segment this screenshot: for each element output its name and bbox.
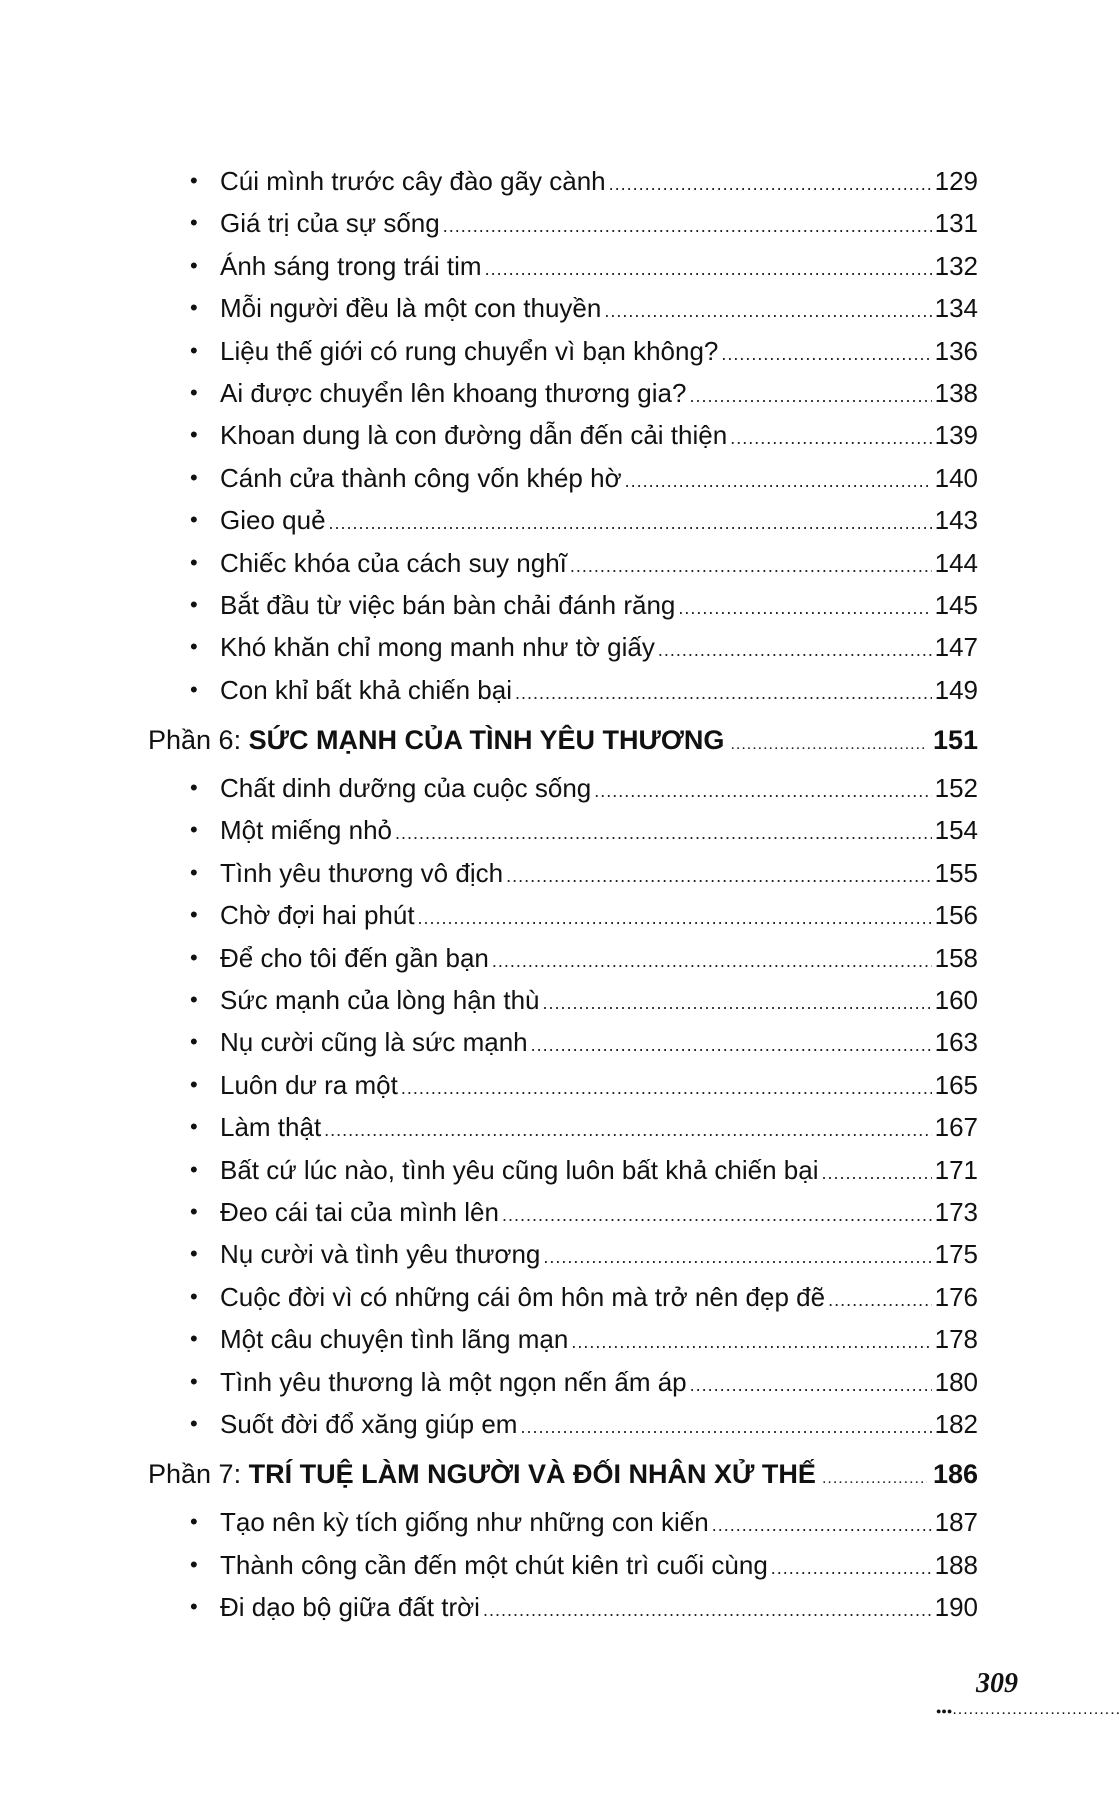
bullet-icon: • <box>190 1114 198 1140</box>
bullet-icon: • <box>190 422 198 448</box>
dot-leader <box>401 1067 932 1109</box>
entry-page-number: 132 <box>934 250 978 281</box>
toc-entry <box>148 457 978 499</box>
entry-page-number: 144 <box>934 547 978 578</box>
toc-entry <box>148 372 978 414</box>
dot-leader <box>443 205 932 247</box>
part-name: TRÍ TUỆ LÀM NGƯỜI VÀ ĐỐI NHÂN XỬ THẾ <box>248 1459 816 1490</box>
bullet-icon: • <box>190 902 198 928</box>
toc-part-heading <box>148 1449 978 1499</box>
page-number: 309 <box>976 1668 1018 1699</box>
entry-page-number: 190 <box>934 1592 978 1623</box>
dot-leader <box>822 1454 927 1504</box>
dot-leader <box>506 855 932 897</box>
toc-entry <box>148 584 978 626</box>
entry-title: Ánh sáng trong trái tim <box>220 250 482 281</box>
entry-title: Chất dinh dưỡng của cuộc sống <box>220 773 592 804</box>
entry-title: Mỗi người đều là một con thuyền <box>220 293 602 324</box>
bullet-icon: • <box>190 634 198 660</box>
entry-title: Cúi mình trước cây đào gãy cành <box>220 166 606 196</box>
part-title <box>148 1449 816 1499</box>
part-label: Phần 6: <box>148 725 242 756</box>
toc-entry <box>148 287 978 329</box>
dot-leader <box>324 1109 931 1151</box>
dot-leader <box>485 248 932 290</box>
dot-leader <box>492 940 932 982</box>
toc-entry <box>148 852 978 894</box>
toc-entry <box>148 1233 978 1275</box>
entry-page-number: 143 <box>934 505 978 536</box>
bullet-icon: • <box>190 210 198 236</box>
bullet-icon: • <box>190 252 198 278</box>
entry-page-number: 182 <box>934 1408 978 1439</box>
toc-entry <box>148 202 978 244</box>
dot-leader <box>543 982 932 1024</box>
entry-page-number: 160 <box>934 985 978 1016</box>
entry-page-number: 136 <box>934 335 978 366</box>
entry-title: Liệu thế giới có rung chuyển vì bạn không? <box>220 335 719 366</box>
entry-title: Làm thật <box>220 1112 322 1143</box>
entry-page-number: 175 <box>934 1239 978 1270</box>
entry-page-number: 151 <box>932 725 978 756</box>
entry-page-number: 149 <box>934 674 978 705</box>
entry-page-number: 129 <box>934 166 978 196</box>
entry-title: Thành công cần đến một chút kiên trì cuối cùng <box>220 1549 768 1580</box>
toc-entry <box>148 1276 978 1318</box>
bullet-icon: • <box>190 859 198 885</box>
dot-leader <box>483 1589 932 1631</box>
bullet-icon: • <box>190 1594 198 1620</box>
toc-entry <box>148 160 978 202</box>
entry-page-number: 145 <box>934 589 978 620</box>
toc-entry <box>148 1149 978 1191</box>
entry-title: Một câu chuyện tình lãng mạn <box>220 1324 569 1355</box>
dot-leader <box>771 1547 932 1589</box>
dot-leader <box>418 897 932 939</box>
toc-entry <box>148 1191 978 1233</box>
entry-title: Cánh cửa thành công vốn khép hờ <box>220 462 622 493</box>
dot-leader <box>689 375 931 417</box>
entry-title: Sức mạnh của lòng hận thù <box>220 985 540 1016</box>
entry-title: Chiếc khóa của cách suy nghĩ <box>220 547 567 578</box>
bullet-icon: • <box>190 168 198 193</box>
entry-title: Suốt đời đổ xăng giúp em <box>220 1408 518 1439</box>
entry-title: Bắt đầu từ việc bán bàn chải đánh răng <box>220 589 676 620</box>
entry-page-number: 134 <box>934 293 978 324</box>
entry-title: Chờ đợi hai phút <box>220 900 415 931</box>
dot-leader <box>395 812 932 854</box>
bullet-icon: • <box>190 944 198 970</box>
toc-entry <box>148 499 978 541</box>
dot-leader <box>570 545 932 587</box>
entry-page-number: 155 <box>934 857 978 888</box>
bullet-icon: • <box>190 591 198 617</box>
entry-page-number: 154 <box>934 815 978 846</box>
toc-entry <box>148 937 978 979</box>
entry-page-number: 165 <box>934 1069 978 1100</box>
entry-title: Tình yêu thương vô địch <box>220 857 504 888</box>
entry-title: Tình yêu thương là một ngọn nến ấm áp <box>220 1366 687 1397</box>
toc-part-heading <box>148 715 978 765</box>
dot-leader <box>658 629 932 671</box>
entry-page-number: 163 <box>934 1027 978 1058</box>
bullet-icon: • <box>190 775 198 801</box>
toc-entry <box>148 979 978 1021</box>
toc-entry <box>148 1021 978 1063</box>
entry-title: Đi dạo bộ giữa đất trời <box>220 1592 480 1623</box>
entry-title: Con khỉ bất khả chiến bại <box>220 674 512 705</box>
entry-page-number: 186 <box>932 1459 978 1490</box>
entry-title: Luôn dư ra một <box>220 1069 398 1100</box>
bullet-icon: • <box>190 507 198 533</box>
bullet-icon: • <box>190 1283 198 1309</box>
table-of-contents <box>148 160 978 1629</box>
toc-entry <box>148 1586 978 1628</box>
entry-page-number: 158 <box>934 942 978 973</box>
dot-leader <box>531 1024 932 1066</box>
bullet-icon: • <box>190 1156 198 1182</box>
entry-title: Nụ cười cũng là sức mạnh <box>220 1027 528 1058</box>
entry-title: Cuộc đời vì có những cái ôm hôn mà trở nên đẹp đẽ <box>220 1281 826 1312</box>
entry-title: Nụ cười và tình yêu thương <box>220 1239 541 1270</box>
toc-entry <box>148 669 978 711</box>
toc-entry <box>148 1106 978 1148</box>
entry-title: Giá trị của sự sống <box>220 208 440 239</box>
toc-entry <box>148 767 978 809</box>
bullet-icon: • <box>190 1071 198 1097</box>
bullet-icon: • <box>190 1410 198 1436</box>
dot-leader <box>571 1321 931 1363</box>
entry-page-number: 171 <box>934 1154 978 1185</box>
entry-page-number: 139 <box>934 420 978 451</box>
toc-entry <box>148 414 978 456</box>
bullet-icon: • <box>190 1368 198 1394</box>
entry-page-number: 156 <box>934 900 978 931</box>
bullet-icon: • <box>190 295 198 321</box>
bullet-icon: • <box>190 1551 198 1577</box>
entry-title: Đeo cái tai của mình lên <box>220 1196 499 1227</box>
toc-entry <box>148 626 978 668</box>
toc-entry <box>148 1544 978 1586</box>
dot-leader <box>609 163 932 205</box>
dot-leader <box>625 460 932 502</box>
entry-page-number: 173 <box>934 1196 978 1227</box>
dot-leader <box>712 1504 932 1546</box>
part-name: SỨC MẠNH CỦA TÌNH YÊU THƯƠNG <box>248 725 725 756</box>
bullet-icon: • <box>190 379 198 405</box>
dot-leader <box>520 1406 931 1448</box>
toc-entry <box>148 1064 978 1106</box>
bullet-icon: • <box>190 1326 198 1352</box>
entry-page-number: 140 <box>934 462 978 493</box>
toc-entry <box>148 1318 978 1360</box>
entry-page-number: 178 <box>934 1324 978 1355</box>
dot-leader <box>828 1279 932 1321</box>
bullet-icon: • <box>190 337 198 363</box>
dot-leader <box>515 672 932 714</box>
entry-title: Một miếng nhỏ <box>220 815 392 846</box>
entry-page-number: 167 <box>934 1112 978 1143</box>
toc-entry <box>148 330 978 372</box>
dot-leader <box>678 587 931 629</box>
bullet-icon: • <box>190 987 198 1013</box>
entry-page-number: 131 <box>934 208 978 239</box>
entry-page-number: 138 <box>934 377 978 408</box>
toc-entry <box>148 245 978 287</box>
entry-title: Ai được chuyển lên khoang thương gia? <box>220 377 687 408</box>
dot-leader <box>502 1194 932 1236</box>
entry-title: Khoan dung là con đường dẫn đến cải thiện <box>220 420 728 451</box>
entry-title: Để cho tôi đến gần bạn <box>220 942 489 973</box>
bullet-icon: • <box>190 676 198 702</box>
toc-entry <box>148 894 978 936</box>
entry-page-number: 180 <box>934 1366 978 1397</box>
entry-page-number: 147 <box>934 632 978 663</box>
entry-page-number: 176 <box>934 1281 978 1312</box>
dot-leader <box>730 720 927 770</box>
toc-entry <box>148 542 978 584</box>
entry-title: Gieo quẻ <box>220 505 326 536</box>
dot-leader <box>329 502 932 544</box>
entry-title: Bất cứ lúc nào, tình yêu cũng luôn bất khả chiến bại <box>220 1154 819 1185</box>
bullet-icon: • <box>190 549 198 575</box>
part-label: Phần 7: <box>148 1459 242 1490</box>
dot-leader <box>543 1236 931 1278</box>
dot-leader <box>721 333 931 375</box>
dot-leader <box>690 1364 932 1406</box>
bullet-icon: • <box>190 1241 198 1267</box>
entry-page-number: 188 <box>934 1549 978 1580</box>
bullet-icon: • <box>190 817 198 843</box>
dot-leader <box>594 770 931 812</box>
toc-entry <box>148 1501 978 1543</box>
dot-leader <box>604 290 931 332</box>
bullet-icon: • <box>190 1198 198 1224</box>
bullet-icon: • <box>190 1029 198 1055</box>
toc-entry <box>148 1403 978 1445</box>
toc-entry <box>148 809 978 851</box>
dot-leader <box>730 417 931 459</box>
part-title <box>148 715 724 765</box>
entry-page-number: 152 <box>934 773 978 804</box>
dot-leader <box>821 1152 931 1194</box>
entry-title: Tạo nên kỳ tích giống như những con kiến <box>220 1507 709 1538</box>
bullet-icon: • <box>190 1509 198 1535</box>
folio-dotted-rule <box>936 1706 1119 1714</box>
toc-entry <box>148 1361 978 1403</box>
bullet-icon: • <box>190 464 198 490</box>
entry-title: Khó khăn chỉ mong manh như tờ giấy <box>220 632 655 663</box>
entry-page-number: 187 <box>934 1507 978 1538</box>
